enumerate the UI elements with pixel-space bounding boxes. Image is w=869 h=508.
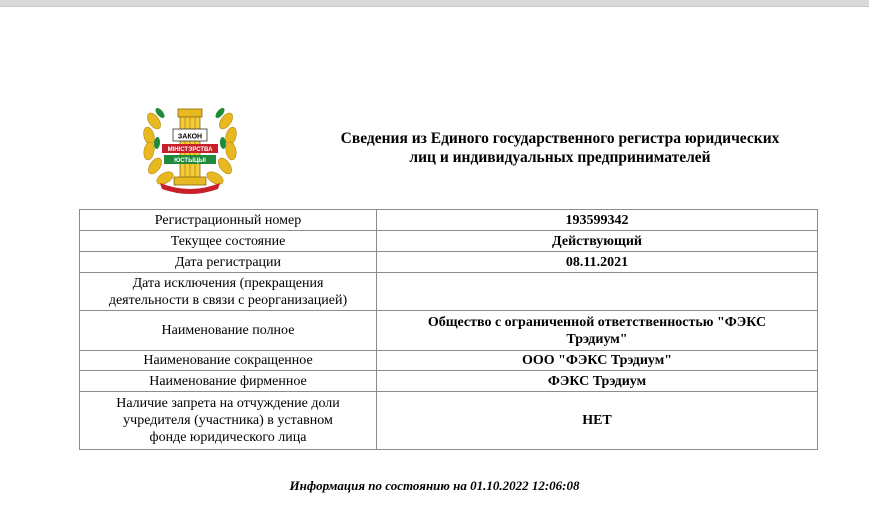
registration-number-value: 193599342 — [377, 210, 818, 231]
current-status-value: Действующий — [377, 231, 818, 252]
page-title-line-1: Сведения из Единого государственного регистра юридических — [340, 130, 780, 147]
registration-number-label: Регистрационный номер — [80, 210, 377, 231]
svg-text:МІНІСТЭРСТВА: МІНІСТЭРСТВА — [167, 147, 213, 153]
info-timestamp: Информация по состоянию на 01.10.2022 12:06:08 — [289, 478, 580, 493]
full-name-value-line-2: Трэдиум" — [566, 331, 628, 347]
table-row — [80, 273, 818, 311]
full-name-value — [377, 311, 818, 351]
share-alienation-ban-value: НЕТ — [377, 392, 818, 450]
share-alienation-ban-label — [80, 392, 377, 450]
exclusion-date-label-line-1: Дата исключения (прекращения — [132, 275, 324, 291]
current-status-label: Текущее состояние — [80, 231, 377, 252]
registration-date-label: Дата регистрации — [80, 252, 377, 273]
registry-info-table — [79, 209, 818, 450]
table-row — [80, 231, 818, 252]
share-alienation-ban-label-line-2: учредителя (участника) в уставном — [123, 413, 333, 428]
short-name-label: Наименование сокращенное — [80, 351, 377, 371]
table-row — [80, 210, 818, 231]
page-title-line-2: лиц и индивидуальных предпринимателей — [409, 149, 711, 166]
table-row — [80, 351, 818, 371]
exclusion-date-label-line-2: деятельности в связи с реорганизацией) — [108, 292, 348, 308]
page-title — [300, 129, 820, 167]
svg-text:ЮСТЫЦЫІ: ЮСТЫЦЫІ — [174, 158, 206, 164]
registration-date-value: 08.11.2021 — [377, 252, 818, 273]
brand-name-label: Наименование фирменное — [80, 371, 377, 392]
table-row — [80, 392, 818, 450]
short-name-value: ООО "ФЭКС Трэдиум" — [377, 351, 818, 371]
exclusion-date-value — [377, 273, 818, 311]
brand-name-value: ФЭКС Трэдиум — [377, 371, 818, 392]
ministry-of-justice-emblem-icon — [140, 91, 240, 194]
exclusion-date-label — [80, 273, 377, 311]
full-name-label: Наименование полное — [80, 311, 377, 351]
svg-text:ЗАКОН: ЗАКОН — [177, 133, 203, 141]
share-alienation-ban-label-line-1: Наличие запрета на отчуждение доли — [116, 396, 340, 411]
table-row — [80, 252, 818, 273]
table-row — [80, 311, 818, 351]
table-row — [80, 371, 818, 392]
window-top-bar — [0, 0, 869, 7]
share-alienation-ban-label-line-3: фонде юридического лица — [149, 430, 307, 445]
full-name-value-line-1: Общество с ограниченной ответственностью "ФЭКС — [427, 314, 767, 330]
